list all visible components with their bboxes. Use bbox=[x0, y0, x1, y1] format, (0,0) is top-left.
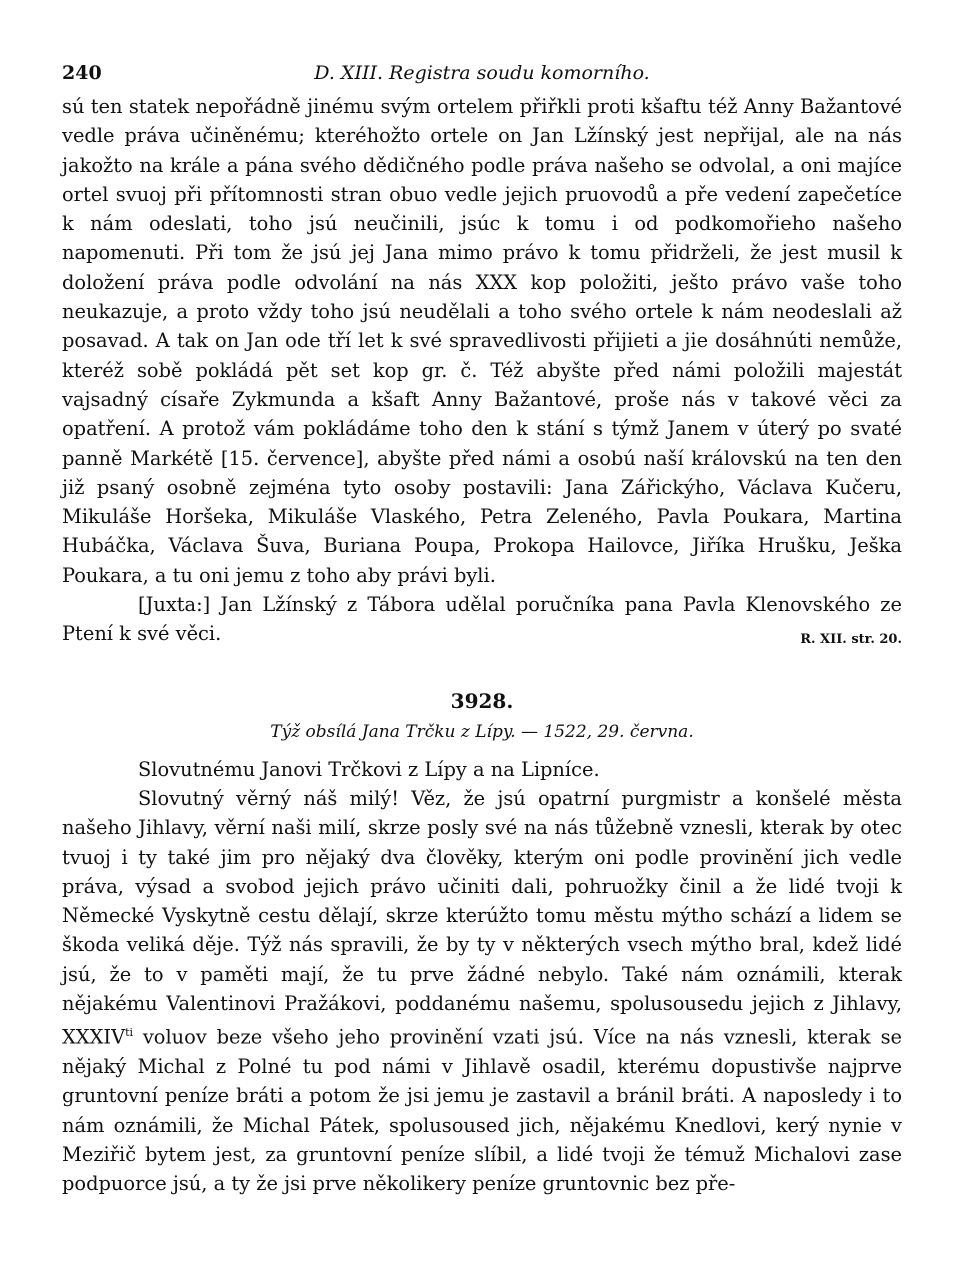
entry-body-superscript: ti bbox=[125, 1026, 134, 1040]
document-page bbox=[62, 58, 902, 1199]
entry-text-block bbox=[62, 755, 902, 1199]
page-number: 240 bbox=[62, 62, 102, 84]
text-block-continuation bbox=[62, 92, 902, 649]
entry-summary: Týž obsílá Jana Trčku z Lípy. — 1522, 29. června. bbox=[270, 721, 694, 742]
running-head-title: D. XIII. Registra soudu komorního. bbox=[314, 62, 650, 84]
entry-number: 3928. bbox=[450, 688, 514, 713]
running-head bbox=[62, 58, 902, 92]
entry-address: Slovutnému Janovi Trčkovi z Lípy a na Lipníce. bbox=[138, 757, 600, 781]
juxta-text: [Juxta:] Jan Lžínský z Tábora udělal poručníka pana Pavla Klenovského ze Ptení k své věci. bbox=[62, 593, 902, 646]
entry-body-text: Slovutný věrný náš milý! Věz, že jsú opatrní purgmistr a konšelé města našeho Jihlavy, věrní naši milí, skrze posly své na nás tůžebně vznesli, kterak by otec tvuoj i ty také jim pro nějaký dva člověky, kterým oni podle provinění jich vedle práva, výsad a svobod jejich právo učiniti dali, pohruožky činil a že lidé tvoji k Německé Vyskytně cestu dělají, skrze kterúžto tomu městu mýtho schází a lidem se škoda veliká děje. Týž nás spravili, že by ty v některých vsech mýtho bral, kdež lidé jsú, že to v paměti mají, že tu prve žádné nebylo. Také nám oznámili, kterak nějakému Valentinovi Pražákovi, poddanému našemu, spolusousedu jejich z Jihlavy, XXXIV bbox=[62, 786, 902, 1049]
source-reference: R. XII. str. 20. bbox=[800, 632, 902, 648]
paragraph-juxta bbox=[62, 590, 902, 649]
entry-body-text-rest: voluov beze všeho jeho provinění vzati jsú. Více na nás vznesli, kterak se nějaký Michal z Polné tu pod námi v Jihlavě osadil, kterému dopustivše najprve gruntovní peníze bráti a potom že jsi jemu je zastavil a bránil bráti. A naposledy i to nám oznámili, že Michal Pátek, spolusoused jich, nějakému Knedlovi, kerý nynie v Meziřič bytem jest, za gruntovní peníze slíbil, a lidé tvoji že témuž Michalovi zase podpuorce jsú, a ty že jsi prve několikery peníze gruntovnic bez pře- bbox=[62, 1025, 902, 1196]
entry-body bbox=[62, 784, 902, 1199]
paragraph-continuation: sú ten statek nepořádně jinému svým ortelem přiřkli proti kšaftu též Anny Bažantové vedle práva učiněnému; kteréhožto ortele on Jan Lžínský jest nepřijal, ale na nás jakožto na krále a pána svého dědičného podle práva našeho se odvolal, a oni majíce ortel svuoj při přítomnosti stran obuo vedle jejich pruovodů a pře vedení zapečetíce k nám odeslati, toho jsú neučinili, jsúc k tomu i od podkomořieho našeho napomenuti. Při tom že jsú jej Jana mimo právo k tomu přidrželi, že jest musil k doložení práva podle odvolání na nás XXX kop položiti, ješto právo vaše toho neukazuje, a proto vždy toho jsú neudělali a toho svého ortele k nám neodeslali až posavad. A tak on Jan ode tří let k své spravedlivosti přijieti a jie dosáhnúti nemůže, kteréž sobě pokládá pět set kop gr. č. Též abyšte před námi položili majestát vajsadný císaře Zykmunda a kšaft Anny Bažantové, proše nás v takové věci za opatření. A protož vám pokládáme toho den k stání s týmž Janem v úterý po svaté panně Markétě [15. července], abyšte před námi a osobú naší královskú na ten den již psaný osobně zejména tyto osoby postavili: Jana Zářickýho, Václava Kučeru, Mikuláše Horšeka, Mikuláše Vlaského, Petra Zeleného, Pavla Poukara, Martina Hubáčka, Václava Šuva, Buriana Poupa, Prokopa Hailovce, Jiříka Hrušku, Ješka Poukara, a tu oni jemu z toho aby právi byli. bbox=[62, 95, 902, 587]
